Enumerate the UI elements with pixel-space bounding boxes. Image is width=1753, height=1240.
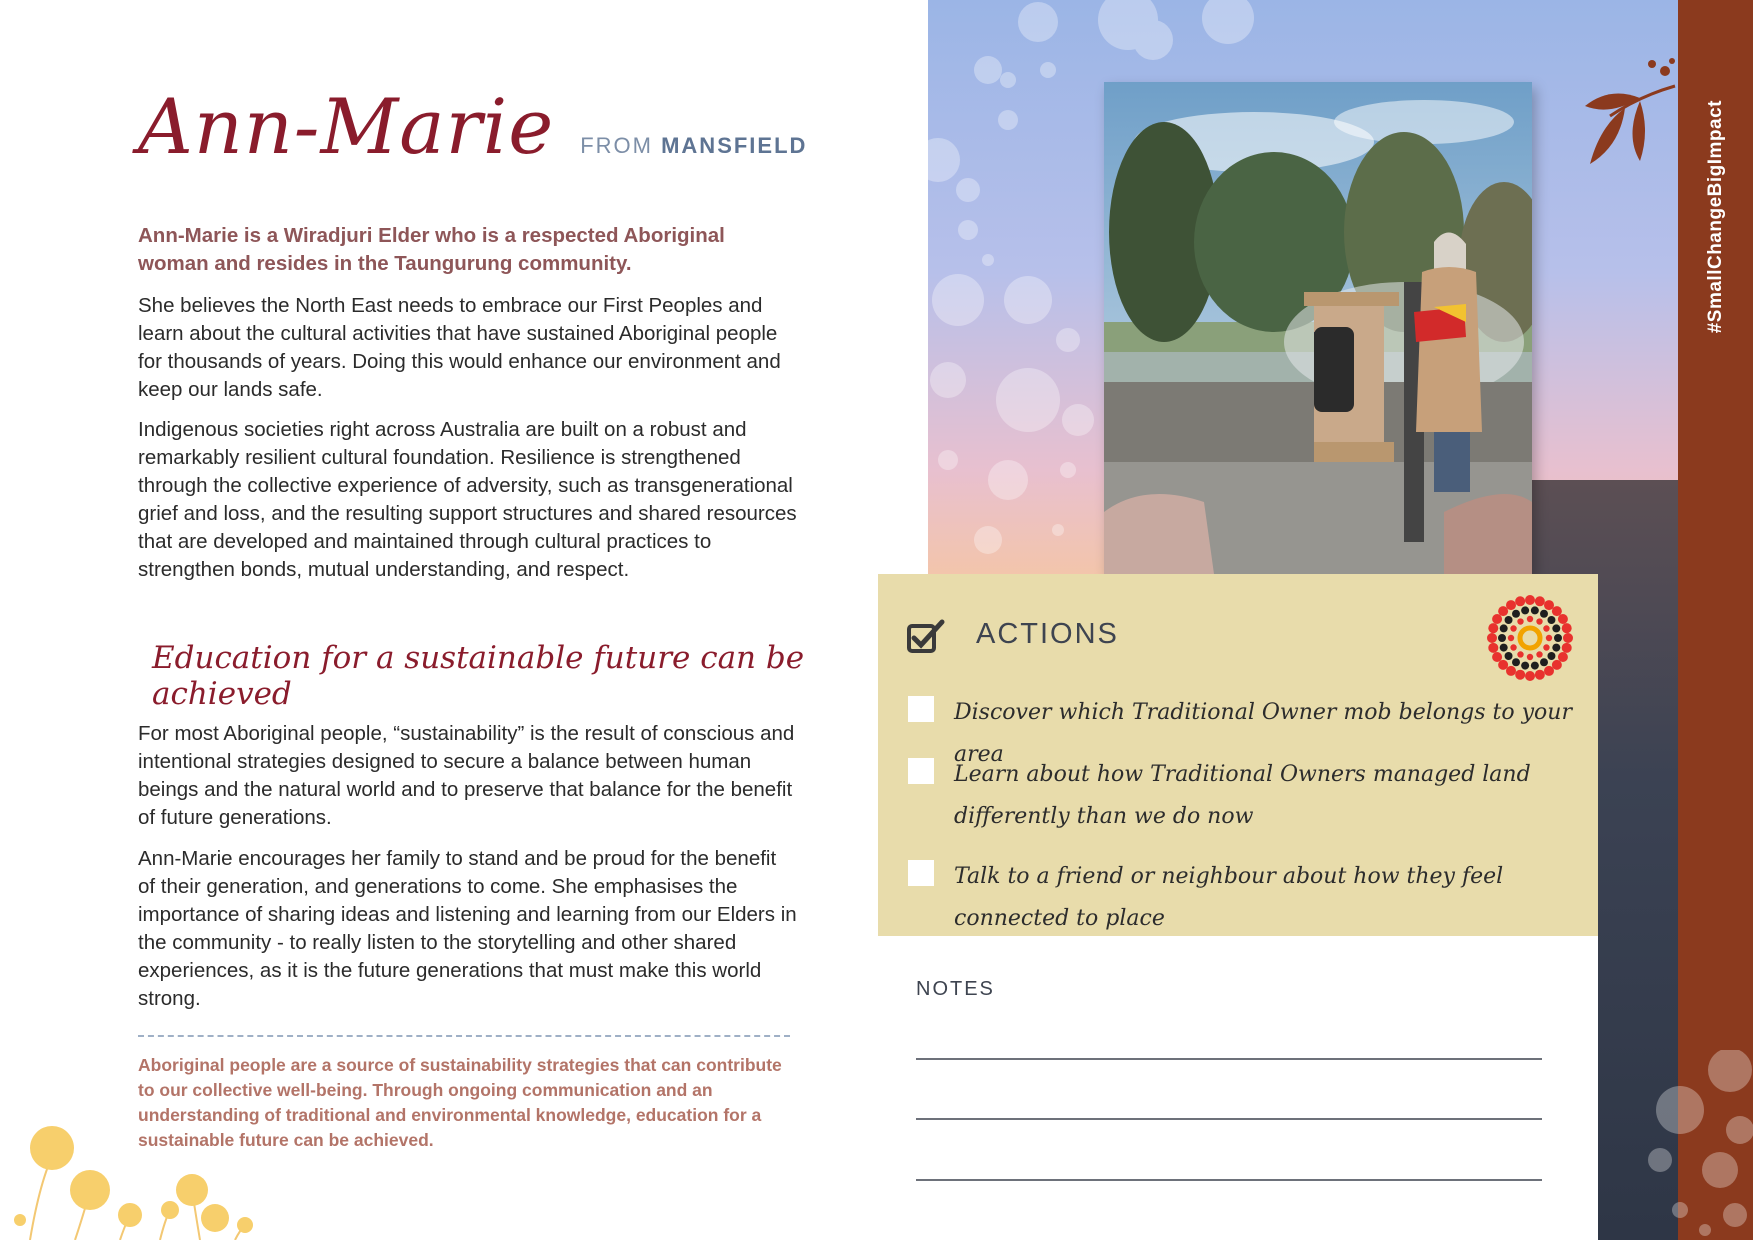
actions-card xyxy=(878,574,1598,936)
emblem-dot xyxy=(1506,600,1516,610)
emblem-dot xyxy=(1500,644,1508,652)
emblem-dot xyxy=(1563,633,1573,643)
emblem-dot xyxy=(1546,635,1552,641)
section-subhead: Education for a sustainable future can be achieved xyxy=(152,640,805,712)
emblem-dot xyxy=(1562,643,1572,653)
emblem-dot xyxy=(1488,623,1498,633)
emblem-dot xyxy=(1498,660,1508,670)
emblem-dot xyxy=(1510,644,1516,650)
emblem-dot xyxy=(1540,610,1548,618)
emblem-dot xyxy=(1531,606,1539,614)
note-line[interactable] xyxy=(916,1118,1542,1120)
paragraph-2: Indigenous societies right across Australia are built on a robust and remarkably resilient cultural foundation. Resilience is strengthened through the collective experience of adversity, such as transgenerational grief and loss, and the resulting support structures and shared resources that are developed and maintained through cultural practices to strengthen bonds, mutual understanding, and respect. xyxy=(138,418,797,581)
hashtag-text: #SmallChangeBigImpact xyxy=(1704,100,1726,334)
wattle-flowers-decoration xyxy=(0,1110,280,1240)
dot-circle-emblem xyxy=(1486,594,1574,682)
emblem-dot xyxy=(1527,616,1533,622)
profile-location: MANSFIELD xyxy=(661,133,808,158)
emblem-dot xyxy=(1552,606,1562,616)
emblem-dot xyxy=(1525,595,1535,605)
emblem-dot xyxy=(1498,634,1506,642)
action-checkbox[interactable] xyxy=(908,758,934,784)
emblem-dot xyxy=(1505,616,1513,624)
emblem-dot xyxy=(1521,662,1529,670)
emblem-dot xyxy=(1512,658,1520,666)
paragraph-4: Ann-Marie encourages her family to stand and be proud for the benefit of their generation, and generations to come. She emphasises the importance of sharing ideas and listening and learning from our Elders in the community - to really listen to the storytelling and other shared experiences, as it is the future generations that must make this world strong. xyxy=(138,847,797,1010)
emblem-dot xyxy=(1521,606,1529,614)
emblem-dot xyxy=(1547,652,1555,660)
action-text: Discover which Traditional Owner mob belongs to your area xyxy=(954,700,1572,767)
emblem-dot xyxy=(1536,651,1542,657)
band-dot-pattern xyxy=(1640,1050,1753,1240)
emblem-dot xyxy=(1515,670,1525,680)
emblem-dot xyxy=(1552,644,1560,652)
emblem-dot xyxy=(1515,596,1525,606)
emblem-dot xyxy=(1536,618,1542,624)
emblem-dot xyxy=(1492,652,1502,662)
emblem-dot xyxy=(1517,618,1523,624)
paragraph-3: For most Aboriginal people, “sustainability” is the result of conscious and intentional strategies designed to secure a balance between human beings and the natural world and to preserve that balance for the benefit of future generations. xyxy=(138,722,795,829)
emblem-dot xyxy=(1535,670,1545,680)
action-item[interactable] xyxy=(908,856,1574,940)
from-label: FROM xyxy=(580,133,653,158)
checkbox-tick-icon xyxy=(906,618,946,654)
lead-paragraph: Ann-Marie is a Wiradjuri Elder who is a respected Aboriginal woman and resides in the Taungurung community. xyxy=(138,224,725,275)
emblem-dot xyxy=(1487,633,1497,643)
notes-card xyxy=(878,936,1598,1240)
emblem-dot xyxy=(1492,614,1502,624)
emblem-dot xyxy=(1543,644,1549,650)
emblem-dot xyxy=(1510,625,1516,631)
emblem-dot xyxy=(1527,654,1533,660)
emblem-dot xyxy=(1517,651,1523,657)
emblem-dot xyxy=(1544,666,1554,676)
emblem-dot xyxy=(1540,658,1548,666)
ceremony-photo xyxy=(1104,82,1532,574)
emblem-dot xyxy=(1512,610,1520,618)
paragraph-1: She believes the North East needs to embrace our First Peoples and learn about the cultural activities that have sustained Aboriginal people for thousands of years. Doing this would enhance our environment and keep our lands safe. xyxy=(138,294,781,401)
emblem-dot xyxy=(1558,652,1568,662)
emblem-dot xyxy=(1547,616,1555,624)
hashtag-label xyxy=(1678,100,1753,360)
actions-title: ACTIONS xyxy=(976,618,1119,650)
emblem-dot xyxy=(1554,634,1562,642)
emblem-dot xyxy=(1500,624,1508,632)
action-checkbox[interactable] xyxy=(908,696,934,722)
emblem-dot xyxy=(1562,623,1572,633)
emblem-dot xyxy=(1488,643,1498,653)
action-text: Talk to a friend or neighbour about how they feel connected to place xyxy=(954,864,1504,931)
emblem-dot xyxy=(1525,671,1535,681)
emblem-dot xyxy=(1552,624,1560,632)
action-text: Learn about how Traditional Owners managed land differently than we do now xyxy=(954,762,1531,829)
emblem-dot xyxy=(1498,606,1508,616)
emblem-dot xyxy=(1505,652,1513,660)
emblem-dot xyxy=(1544,600,1554,610)
emblem-dot xyxy=(1506,666,1516,676)
note-line[interactable] xyxy=(916,1179,1542,1181)
emblem-dot xyxy=(1543,625,1549,631)
emblem-dot xyxy=(1535,596,1545,606)
title-row xyxy=(138,82,807,171)
emblem-dot xyxy=(1531,662,1539,670)
note-line[interactable] xyxy=(916,1058,1542,1060)
gumleaf-icon xyxy=(1580,56,1680,166)
emblem-dot xyxy=(1508,635,1514,641)
profile-from xyxy=(580,133,807,159)
closing-quote: Aboriginal people are a source of sustainability strategies that can contribute to our collective well-being. Through ongoing communication and an understanding of traditional and environmental knowledge, education for a sustainable future can be achieved. xyxy=(138,1055,782,1150)
profile-name: Ann-Marie xyxy=(138,82,555,171)
notes-title: NOTES xyxy=(916,978,995,1000)
emblem-dot xyxy=(1552,660,1562,670)
action-item[interactable] xyxy=(908,754,1574,838)
action-checkbox[interactable] xyxy=(908,860,934,886)
dashed-divider xyxy=(138,1035,790,1037)
emblem-dot xyxy=(1558,614,1568,624)
